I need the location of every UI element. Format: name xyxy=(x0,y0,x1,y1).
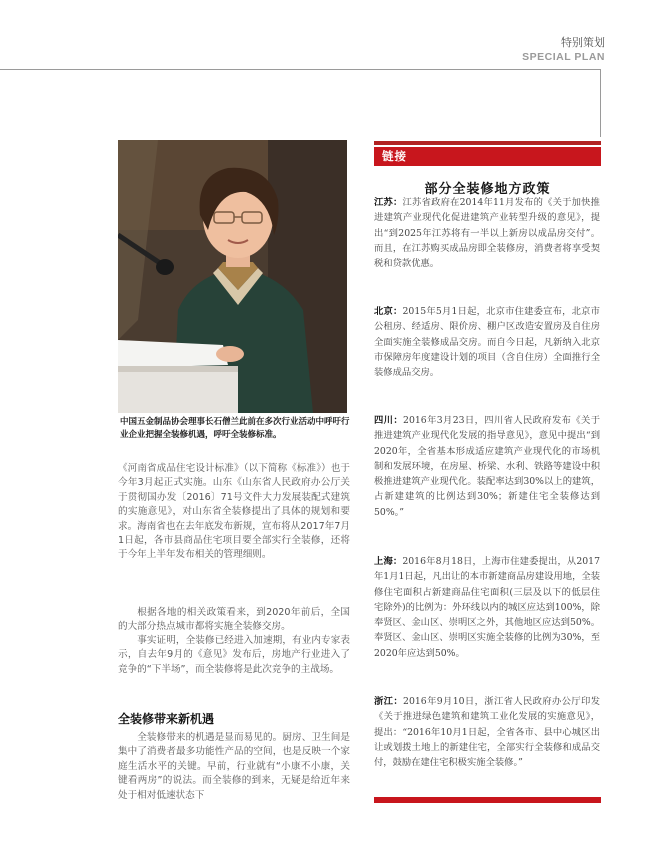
policy-text: 2015年5月1日起，北京市住建委宣布，北京市公租房、经适房、限价房、棚户区改造安置房及自住房全面实施全装修成品交房。而自今日起，凡新纳入北京市保障房年度建设计划的项目（含自住房）全面推行全装修成品交房。 xyxy=(374,306,600,379)
section-label-cn: 特别策划 xyxy=(561,36,605,49)
article-paragraph: 全装修带来的机遇是显而易见的。厨房、卫生间是集中了消费者最多功能性产品的空间，也是反映一个家庭生活水平的关键。早前，行业就有“小康不小康，关键看两房”的说法。而全装修的到来，无疑是给近年来处于相对低速状态下 xyxy=(118,732,350,801)
policy-province: 四川： xyxy=(374,415,404,426)
policy-province: 上海： xyxy=(374,556,403,567)
policy-province: 北京： xyxy=(374,306,403,317)
policy-text: 2016年3月23日，四川省人民政府发布《关于推进建筑产业现代化发展的指导意见》，意见中提出“到2020年，全省基本形成适应建筑产业现代化的市场机制和发展环境，在房屋、桥梁、水利、铁路等建设中积极推进建筑产业现代化。装配率达到30%以上的建筑，占新建建筑的比例达到30%；新建住宅全装修达到50%。” xyxy=(374,415,600,518)
article-paragraph: 根据各地的相关政策看来，到2020年前后，全国的大部分热点城市都将实施全装修交房。 xyxy=(118,607,350,633)
sidebar-tag xyxy=(374,147,601,166)
policy-entry-sichuan xyxy=(374,413,600,520)
policy-entry-shanghai xyxy=(374,554,600,661)
sidebar-title: 部分全装修地方政策 xyxy=(424,182,551,197)
sidebar-bottom-rule xyxy=(374,797,601,803)
sidebar-tag-label: 链接 xyxy=(382,149,407,163)
article-paragraph: 事实证明，全装修已经进入加速期，有业内专家表示，自去年9月的《意见》发布后，房地产行业进入了竞争的“下半场”，而全装修将是此次竞争的主战场。 xyxy=(118,635,350,675)
policy-entry-zhejiang xyxy=(374,694,600,770)
speaker-photo xyxy=(118,140,347,413)
header-rule xyxy=(0,69,601,70)
section-heading: 全装修带来新机遇 xyxy=(118,712,215,726)
policy-entry-beijing xyxy=(374,304,600,380)
policy-text: 2016年8月18日，上海市住建委提出，从2017年1月1日起，凡出让的本市新建商品房建设用地，全装修住宅面积占新建商品住宅面积(三层及以下的低层住宅除外)的比例为：外环线以内的城区应达到100%，除奉贤区、金山区、崇明区之外，其他地区应达到50%。奉贤区、金山区、崇明区实施全装修的比例为30%，至2020年应达到50%。 xyxy=(374,556,600,659)
policy-entry-jiangsu xyxy=(374,195,600,271)
sidebar-top-rule xyxy=(374,141,601,145)
policy-text: 江苏省政府在2014年11月发布的《关于加快推进建筑产业现代化促进建筑产业转型升级的意见》，提出“到2025年江苏将有一半以上新房以成品房交付”。而且，在江苏购买成品房即全装修房，消费者将享受契税和贷款优惠。 xyxy=(374,197,600,270)
section-label-en: SPECIAL PLAN xyxy=(522,51,605,63)
article-paragraph: 《河南省成品住宅设计标准》（以下简称《标准》）也于今年3月起正式实施。山东《山东省人民政府办公厅关于贯彻国办发〔2016〕71号文件大力发展装配式建筑的实施意见》，对山东省全装修提出了具体的规划和要求。海南省也在去年底发布新规，宣布将从2017年7月1日起，各市县商品住宅项目要全部实行全装修，还将于今年上半年发布相关的管理细则。 xyxy=(118,463,350,561)
policy-text: 2016年9月10日，浙江省人民政府办公厅印发《关于推进绿色建筑和建筑工业化发展的实施意见》，提出：“2016年10月1日起，全省各市、县中心城区出让或划拨土地上的新建住宅，全部实行全装修和成品交付，鼓励在建住宅积极实施全装修。” xyxy=(374,696,600,769)
policy-province: 江苏： xyxy=(374,197,403,208)
header-rule-tick xyxy=(600,69,601,137)
photo-caption: 中国五金制品协会理事长石僧兰此前在多次行业活动中呼吁行业企业把握全装修机遇，呼吁全装修标准。 xyxy=(120,417,350,440)
policy-province: 浙江： xyxy=(374,696,404,707)
